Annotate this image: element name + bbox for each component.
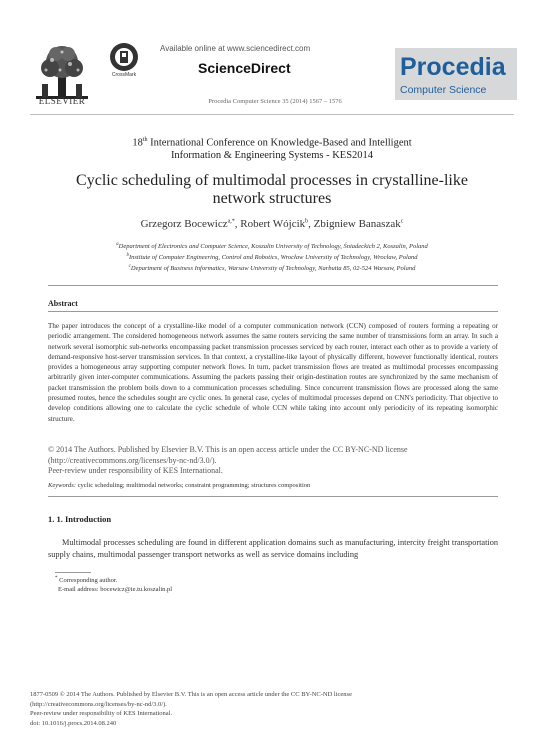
abstract-heading: Abstract	[48, 299, 78, 308]
affiliation-line: $^b$Institute of Computer Engineering, Control and Robotics, Wrocław University of Technology, Wrocław, Poland	[126, 253, 418, 262]
section-divider	[48, 285, 498, 286]
journal-reference: Procedia Computer Science 35 (2014) 1567 – 1576	[208, 98, 342, 105]
available-online-text: Available online at www.sciencedirect.com	[160, 44, 311, 53]
footnote-corresponding: * Corresponding author.	[55, 576, 118, 585]
journal-logo-subtitle: Computer Science	[400, 84, 487, 96]
page-footer: 1877-0509 © 2014 The Authors. Published by Elsevier B.V. This is an open access article under the CC BY-NC-ND license (http://creativecommons.org/licenses/by-nc-nd/3.0/). Peer-review under responsibility of KES International. doi: 10.1016/j.procs.2014.08.240	[30, 690, 520, 728]
footnote-email: E-mail address: bocewicz@ie.tu.koszalin.pl	[58, 586, 173, 593]
keywords-divider	[48, 496, 498, 497]
journal-logo-title: Procedia	[400, 53, 506, 81]
conference-name: 18th International Conference on Knowledge-Based and Intelligent Information & Engineering Systems - KES2014	[132, 137, 412, 161]
author-name: Zbigniew Banaszak	[313, 218, 401, 230]
affiliation-line: $^c$Department of Business Informatics, Warsaw University of Technology, Narbutta 85, 02-524 Warsaw, Poland	[128, 264, 416, 273]
crossmark-label: CrossMark	[111, 72, 137, 78]
abstract-divider	[48, 311, 498, 312]
author-name: Robert Wójcik	[240, 218, 306, 230]
crossmark-icon[interactable]	[109, 42, 139, 72]
section-heading: 1. 1. Introduction	[48, 514, 112, 524]
keywords: Keywords: cyclic scheduling; multimodal networks; constraint programming; structures composition	[48, 482, 311, 489]
elsevier-tree-logo	[30, 40, 94, 104]
paper-title: Cyclic scheduling of multimodal processes in crystalline-like network structures	[76, 172, 468, 207]
affiliation-line: $^a$Department of Electronics and Computer Science, Koszalin University of Technology, Śniadeckich 2, Koszalin, Poland	[116, 242, 428, 251]
author-name: Grzegorz Bocewicz	[140, 218, 228, 230]
sciencedirect-logo[interactable]: ScienceDirect	[198, 60, 291, 76]
header-divider	[30, 114, 514, 115]
footnote-divider	[55, 572, 91, 573]
publisher-wordmark: ELSEVIER	[38, 96, 86, 106]
affiliations	[30, 240, 514, 273]
license-link[interactable]: (http://creativecommons.org/licenses/by-nc-nd/3.0/).	[30, 700, 167, 708]
author-list: Grzegorz Bocewicz$^{a,*}$, Robert Wójcik$^b$, Zbigniew Banaszak$^c$	[140, 218, 404, 230]
abstract-text: The paper introduces the concept of a crystalline-like model of a computer communication network (CCN) composed of routers forming a repeating or periodic arrangement. The considered homogeneous network assumes the same routers servicing the same number of transmissions form an array. In such a network several isomorphic sub-networks encompassing packet transmission processes serviced by each router, interact each other as to provide a variety of demand-responsive host-server transmission services. In that context, a crystalline-like layout of physically different, however functionally identical, routers provides a homogeneous array supporting computer network flows. In turn, packet transmission flows are treated as multimodal processes encompassing arbitrarily given inter-computer communications. Assuming the packets passing their origin-destination routes are synchronized by the same mechanism of packet transmission the problem boils down to a communication processes scheduling. Since concurrent transmission flows are processed along the same presumed routes, hence the schedules sought are cyclic ones. In general case, cycles of multimodal processes depend on CNN's periodicity. That objective to develop conditions allowing one to calculate the cyclic schedule of whole CCN while taking into account only periodicity of its repeating isomorphic structure.	[48, 322, 498, 423]
copyright-notice: © 2014 The Authors. Published by Elsevier B.V. This is an open access article under the CC BY-NC-ND license (http://creativecommons.org/licenses/by-nc-nd/3.0/). Peer-review under responsibility of KES International.	[48, 445, 498, 477]
doi[interactable]: doi: 10.1016/j.procs.2014.08.240	[30, 719, 117, 727]
intro-paragraph: Multimodal processes scheduling are found in different application domains such as manufacturing, intercity freight transportation supply chains, multimodal passenger transport networks as well as service domains including	[48, 538, 498, 559]
license-link[interactable]: (http://creativecommons.org/licenses/by-nc-nd/3.0/).	[48, 455, 217, 465]
